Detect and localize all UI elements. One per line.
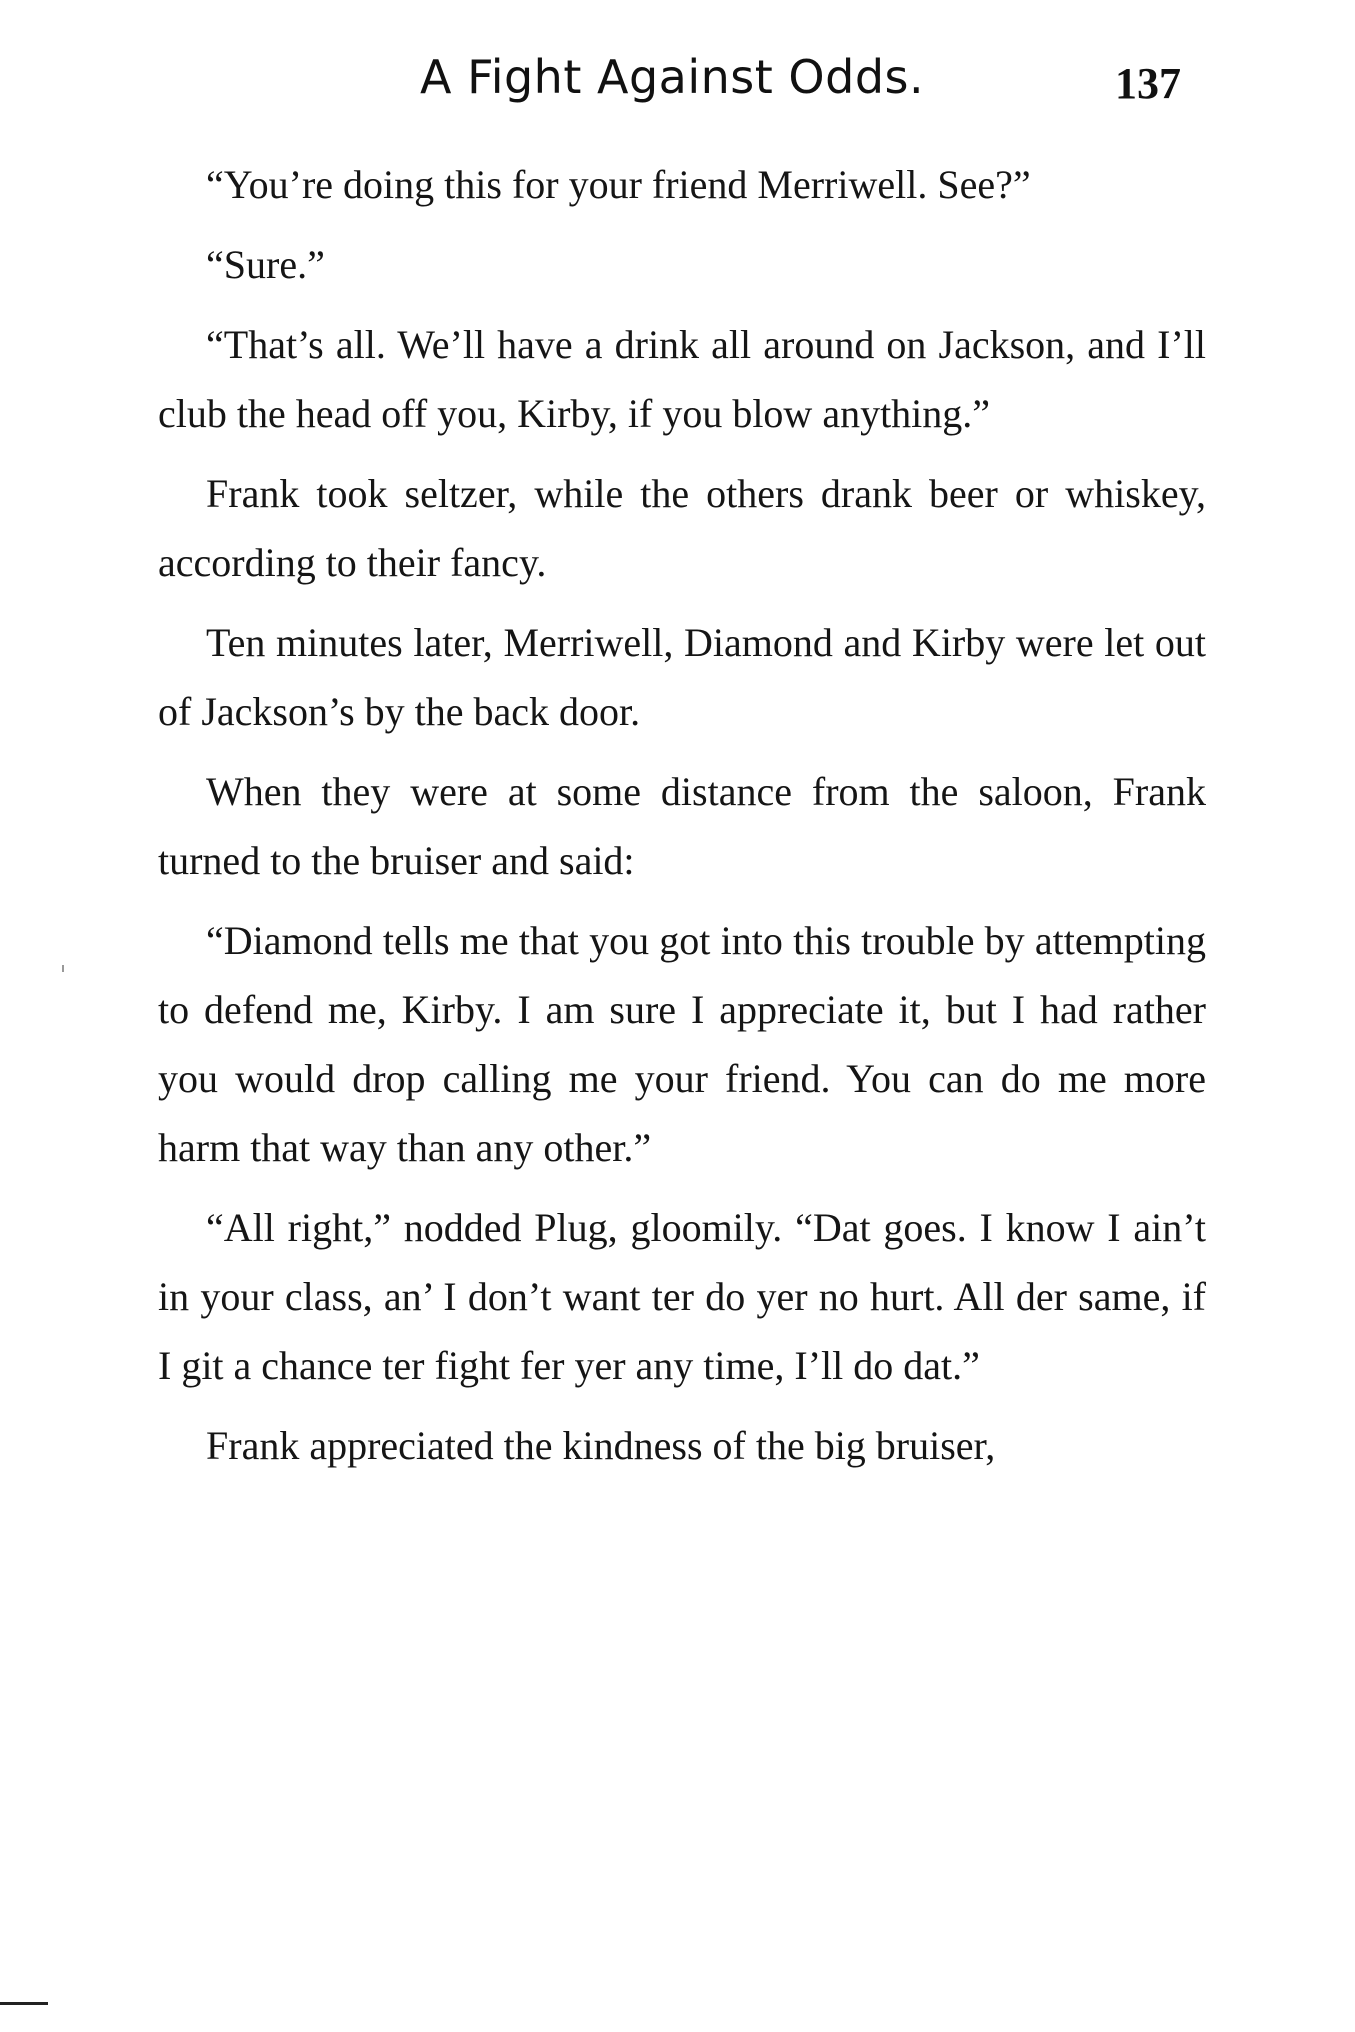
- page-number: 137: [1115, 59, 1181, 108]
- paragraph: Frank appreciated the kindness of the big bruiser,: [206, 1423, 996, 1468]
- body-text: [158, 150, 1206, 1491]
- paragraph: When they were at some distance from the saloon, Frank turned to the bruiser and said:: [158, 769, 1206, 883]
- paragraph: “Diamond tells me that you got into this trouble by attempting to defend me, Kirby. I am sure I appreciate it, but I had rather you would drop calling me your friend. You can do me more harm that way than any other.”: [158, 918, 1206, 1170]
- paragraph: “Sure.”: [206, 242, 325, 287]
- scan-speck: [62, 965, 64, 972]
- paragraph: “That’s all. We’ll have a drink all around on Jackson, and I’ll club the head off you, Kirby, if you blow anything.”: [158, 322, 1206, 436]
- paragraph: Ten minutes later, Merriwell, Diamond and Kirby were let out of Jackson’s by the back door.: [158, 620, 1206, 734]
- paragraph: “All right,” nodded Plug, gloomily. “Dat goes. I know I ain’t in your class, an’ I don’t want ter do yer no hurt. All der same, if I git a chance ter fight fer yer any time, I’ll do dat.”: [158, 1205, 1206, 1388]
- paragraph: Frank took seltzer, while the others drank beer or whiskey, according to their fancy.: [158, 471, 1206, 585]
- chapter-title: A Fight Against Odds.: [420, 50, 925, 104]
- scan-edge-mark: [0, 2002, 48, 2005]
- running-head: [155, 50, 1205, 120]
- paragraph: “You’re doing this for your friend Merriwell. See?”: [206, 162, 1031, 207]
